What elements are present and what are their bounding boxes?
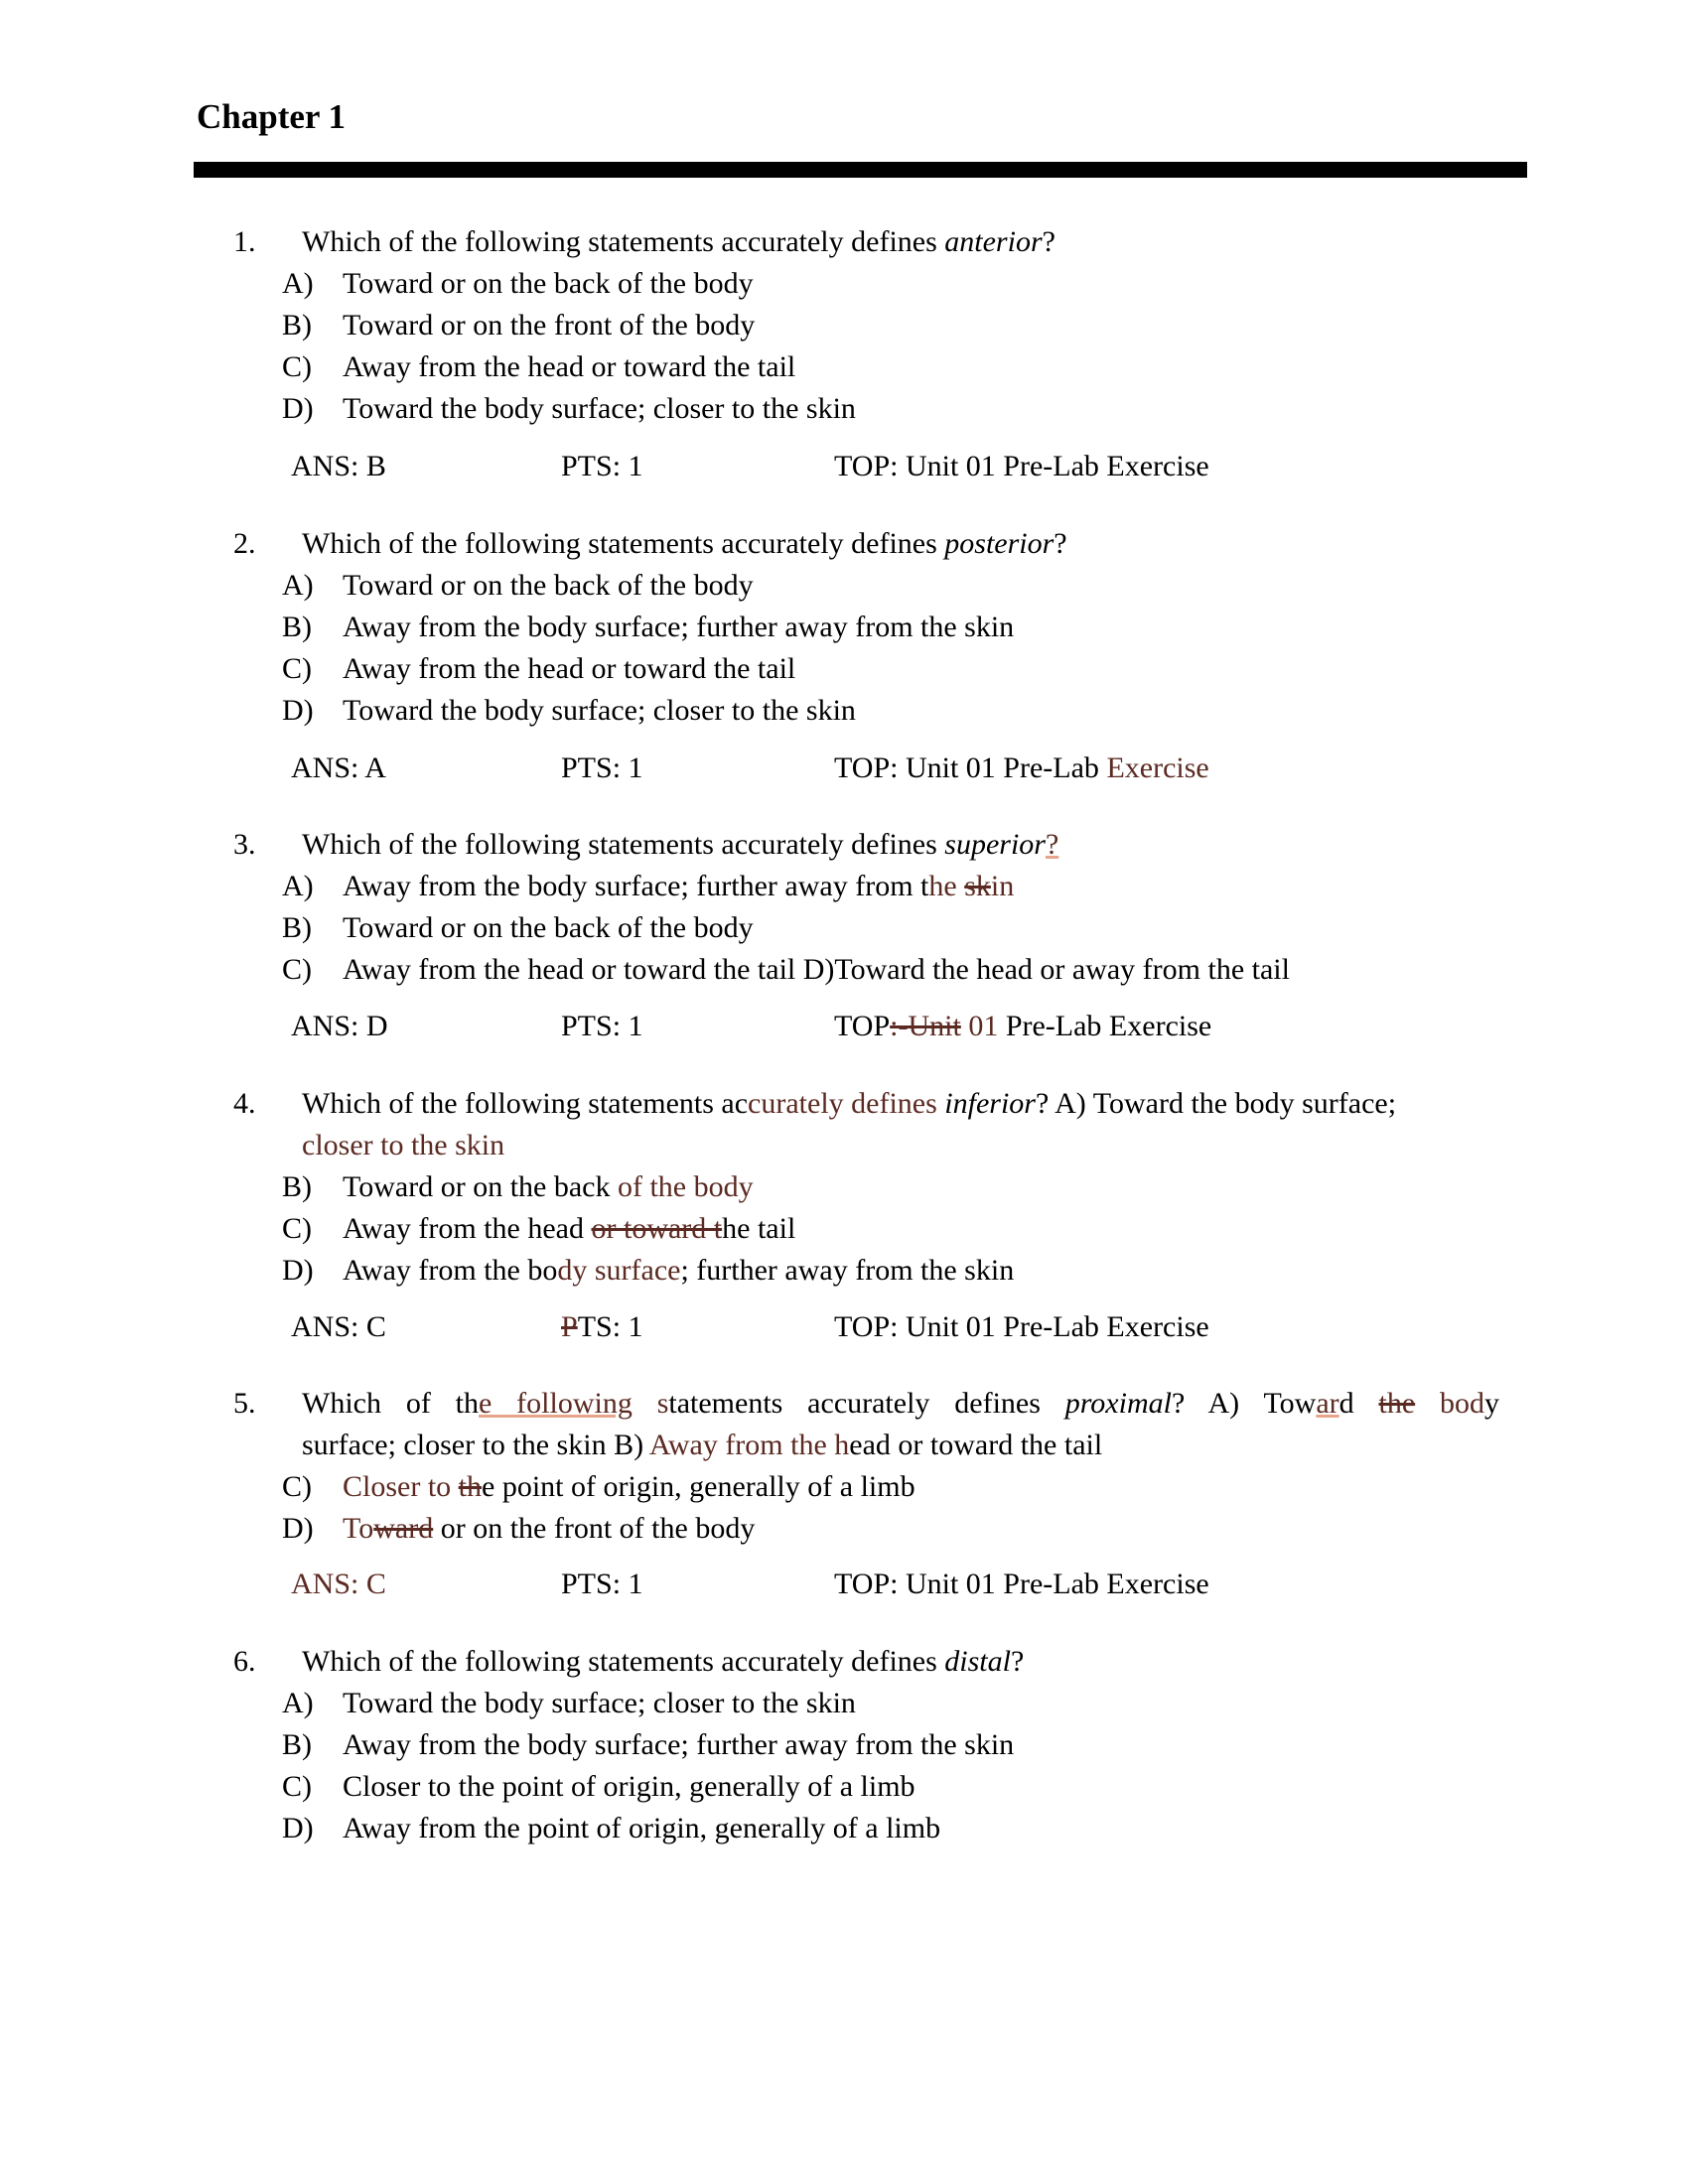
text-run: TOP: Unit 01 Pre-Lab Exercise [834, 1310, 1209, 1343]
inserted-text: e following [479, 1387, 633, 1420]
option-letter: D) [282, 694, 314, 727]
text-run: ; further away from the skin [680, 1254, 1015, 1287]
text-run: Which of the following statements accurately defines [302, 527, 945, 560]
option-text [343, 1686, 856, 1721]
inserted-text: ANS: C [291, 1568, 386, 1600]
text-run: ANS: A [291, 751, 386, 784]
question-text [302, 224, 1055, 260]
text-run: y [1484, 1387, 1500, 1420]
option-text [343, 308, 755, 343]
text-run: Toward or on the back of the body [343, 267, 754, 300]
text-run: Away from the bo [343, 1254, 558, 1287]
option-text [343, 910, 754, 946]
inserted-text: in [990, 870, 1015, 902]
inserted-text: ? [1045, 828, 1059, 861]
option-letter: C) [282, 1470, 312, 1503]
question-text [302, 526, 1067, 562]
inserted-text: Closer to [343, 1470, 459, 1503]
inserted-text: bod [1440, 1387, 1485, 1420]
text-run: Toward the body surface; closer to the skin [343, 392, 856, 425]
option-letter: D) [282, 1812, 314, 1844]
answer-key [291, 449, 386, 484]
text-run: ? [1010, 1645, 1025, 1678]
text-run: Toward or on the back of the body [343, 569, 754, 602]
option-letter: C) [282, 1212, 312, 1245]
text-run: Away from the head or toward the tail [343, 350, 796, 383]
text-run: proximal [1064, 1387, 1172, 1420]
text-run [1415, 1387, 1440, 1420]
text-run: ANS: C [291, 1310, 386, 1343]
text-run: superior [944, 828, 1046, 861]
text-run: Toward the body surface; closer to the skin [343, 1687, 856, 1719]
text-run: ? A) Toward the body surface; [1035, 1087, 1397, 1120]
text-run: surface; closer to the skin B) [302, 1429, 649, 1461]
option-letter: C) [282, 953, 312, 986]
option-text [343, 693, 856, 729]
text-run: Which of th [302, 1387, 479, 1420]
deleted-text: th [458, 1470, 483, 1503]
question-text [302, 1386, 1499, 1422]
inserted-text: of the body [617, 1170, 754, 1203]
text-run: ead or toward the tail [849, 1429, 1103, 1461]
text-run: Which of the following statements ac [302, 1087, 749, 1120]
inserted-text: Away from the h [648, 1429, 850, 1461]
text-run: Toward the body surface; closer to the skin [343, 694, 856, 727]
option-letter: C) [282, 350, 312, 383]
text-run: Toward or on the back [343, 1170, 618, 1203]
text-run: Away from the point of origin, generally of a limb [343, 1812, 941, 1844]
option-text [343, 952, 1290, 988]
deleted-text: P [561, 1310, 578, 1343]
text-run: ANS: D [291, 1010, 388, 1042]
text-run: tatements accurately defines [668, 1387, 1065, 1420]
question-text [302, 1128, 504, 1163]
option-text [343, 1511, 755, 1547]
text-run: ? [1042, 225, 1055, 258]
text-run: PTS: 1 [561, 1568, 643, 1600]
answer-key [291, 1009, 388, 1044]
answer-key [291, 751, 386, 786]
points [561, 1309, 643, 1345]
text-run: TS: 1 [577, 1310, 643, 1343]
option-text [343, 1769, 915, 1805]
text-run: PTS: 1 [561, 450, 643, 482]
inserted-text: To [343, 1512, 374, 1545]
topic [834, 1309, 1209, 1345]
text-run: e point of origin, generally of a limb [482, 1470, 915, 1503]
text-run [633, 1387, 657, 1420]
text-run: inferior [944, 1087, 1036, 1120]
text-run: Toward or on the back of the body [343, 911, 754, 944]
question-number: 3. [233, 828, 256, 861]
option-text [343, 349, 795, 385]
text-run: ? A) Tow [1171, 1387, 1317, 1420]
question-number: 2. [233, 527, 256, 560]
inserted-text: ar [1316, 1387, 1339, 1420]
option-letter: B) [282, 1170, 312, 1203]
option-letter: D) [282, 1254, 314, 1287]
inserted-text: s [656, 1387, 669, 1420]
option-letter: D) [282, 392, 314, 425]
text-run: ? [1054, 527, 1067, 560]
text-run: he tail [722, 1212, 796, 1245]
deleted-text: ward [373, 1512, 434, 1545]
chapter-title: Chapter 1 [197, 97, 347, 136]
question-text [302, 1644, 1024, 1680]
answer-key [291, 1309, 386, 1345]
answer-key [291, 1567, 386, 1602]
option-text [343, 1253, 1014, 1289]
deleted-text: or toward t [591, 1212, 723, 1245]
text-run: distal [944, 1645, 1011, 1678]
text-run: Which of the following statements accurately defines [302, 225, 945, 258]
option-text [343, 391, 856, 427]
option-letter: B) [282, 911, 312, 944]
text-run: Closer to the point of origin, generally of a limb [343, 1770, 915, 1803]
option-text [343, 1727, 1014, 1763]
option-letter: A) [282, 569, 314, 602]
text-run: TOP [834, 1010, 891, 1042]
option-letter: C) [282, 652, 312, 685]
deleted-text: :-Unit [890, 1010, 961, 1042]
option-letter: A) [282, 870, 314, 902]
topic [834, 1009, 1211, 1044]
option-text [343, 568, 754, 604]
topic [834, 1567, 1209, 1602]
text-run: Away from the body surface; further away from the skin [343, 1728, 1015, 1761]
header-rule [194, 162, 1527, 178]
question-text [302, 1086, 1396, 1122]
option-letter: D) [282, 1512, 314, 1545]
text-run: posterior [944, 527, 1055, 560]
text-run: TOP: Unit 01 Pre-Lab [834, 751, 1107, 784]
text-run: or on the front of the body [433, 1512, 756, 1545]
text-run: Away from the head or toward the tail D)Toward the head or away from the tail [343, 953, 1290, 986]
text-run: Which of the following statements accurately defines [302, 1645, 945, 1678]
question-number: 1. [233, 225, 256, 258]
text-run: Which of the following statements accurately defines [302, 828, 945, 861]
option-text [343, 869, 1014, 904]
option-letter: A) [282, 267, 314, 300]
inserted-text: 01 [960, 1010, 999, 1042]
text-run: Pre-Lab Exercise [998, 1010, 1212, 1042]
topic [834, 449, 1209, 484]
text-run: d [1338, 1387, 1379, 1420]
points [561, 449, 643, 484]
text-run: TOP: Unit 01 Pre-Lab Exercise [834, 1568, 1209, 1600]
option-text [343, 1169, 754, 1205]
option-text [343, 610, 1014, 645]
text-run: PTS: 1 [561, 1010, 643, 1042]
text-run: Away from the body surface; further away from the skin [343, 611, 1015, 643]
option-text [343, 266, 754, 302]
question-number: 5. [233, 1387, 256, 1420]
option-letter: B) [282, 1728, 312, 1761]
topic [834, 751, 1209, 786]
option-text [343, 1469, 915, 1505]
text-run: ANS: B [291, 450, 386, 482]
option-letter: B) [282, 611, 312, 643]
option-text [343, 1211, 795, 1247]
deleted-text: the [1378, 1387, 1416, 1420]
question-number: 4. [233, 1087, 256, 1120]
text-run: Away from the head or toward the tail [343, 652, 796, 685]
question-text [302, 827, 1058, 863]
inserted-text: Exercise [1106, 751, 1209, 784]
points [561, 1009, 643, 1044]
inserted-text: dy surface [557, 1254, 681, 1287]
question-text [302, 1428, 1102, 1463]
points [561, 1567, 643, 1602]
inserted-text: curately defines [748, 1087, 937, 1120]
points [561, 751, 643, 786]
inserted-text: closer to the skin [302, 1129, 505, 1161]
option-letter: A) [282, 1687, 314, 1719]
option-text [343, 1811, 940, 1846]
inserted-text: he [928, 870, 965, 902]
option-text [343, 651, 795, 687]
text-run: Away from the body surface; further away from t [343, 870, 929, 902]
text-run: PTS: 1 [561, 751, 643, 784]
option-letter: C) [282, 1770, 312, 1803]
text-run: Away from the head [343, 1212, 592, 1245]
deleted-text: sk [964, 870, 991, 902]
option-letter: B) [282, 309, 312, 341]
question-number: 6. [233, 1645, 256, 1678]
text-run: anterior [944, 225, 1043, 258]
text-run: Toward or on the front of the body [343, 309, 756, 341]
text-run: TOP: Unit 01 Pre-Lab Exercise [834, 450, 1209, 482]
